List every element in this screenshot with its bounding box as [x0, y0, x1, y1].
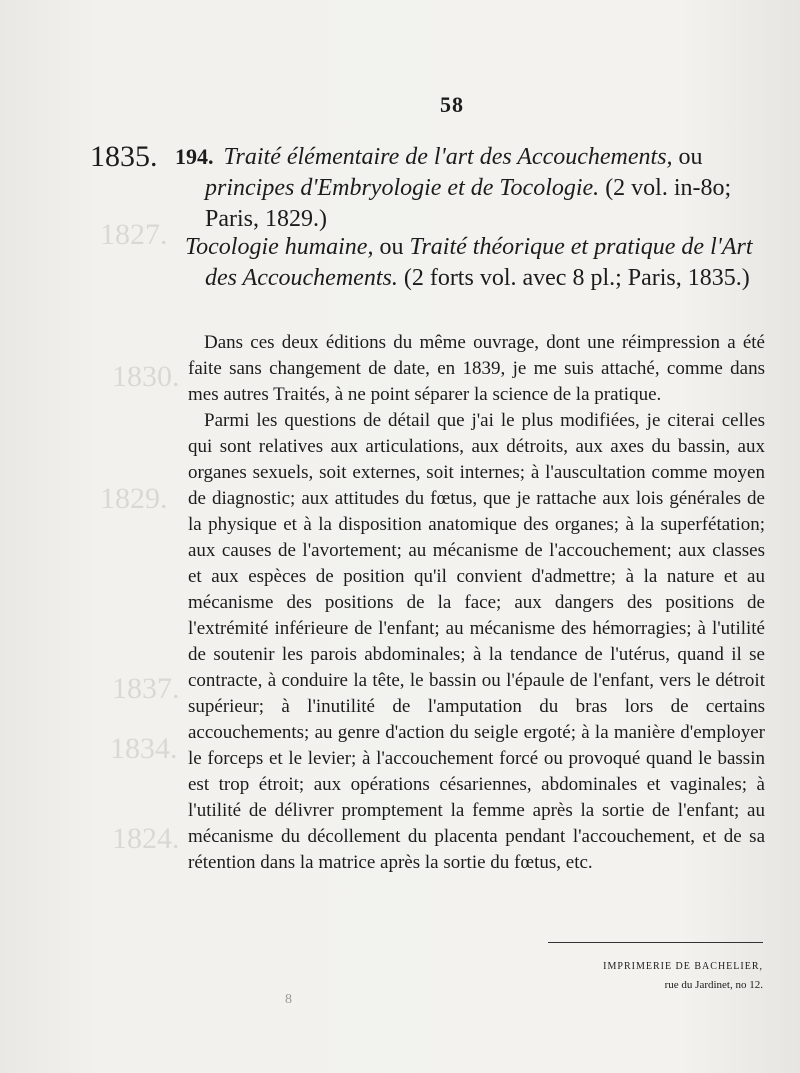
bleed-through-text: 1830.: [112, 360, 180, 393]
imprint-line-2: rue du Jardinet, no 12.: [664, 979, 763, 991]
bibliographic-entry-2: [185, 232, 765, 294]
page-number: 58: [440, 92, 464, 117]
entry-publication-2: (2 forts vol. avec 8 pl.; Paris, 1835.): [403, 265, 750, 291]
bleed-through-text: 1837.: [112, 672, 180, 705]
entry-title-2: Tocologie humaine,: [185, 234, 374, 260]
paragraph: Dans ces deux éditions du même ouvrage, dont une réimpression a été faite sans changement de date, en 1839, je me suis attaché, comme dans mes autres Traités, à ne point séparer la science de la pratique.: [188, 332, 765, 405]
bibliographic-entry-1: [175, 141, 765, 235]
bleed-through-text: 1827.: [100, 218, 168, 251]
bleed-through-text: 1829.: [100, 482, 168, 515]
bleed-through-text: 1834.: [110, 732, 178, 765]
entry-conjunction-2: ou: [379, 234, 404, 260]
entry-title-2b: Traité théorique et pratique de l'Art des Accouchements.: [205, 234, 753, 291]
entry-title-1b: principes d'Embryologie et de Tocologie.: [205, 175, 600, 201]
entry-conjunction-1: ou: [678, 144, 703, 170]
paragraph: Parmi les questions de détail que j'ai le plus modifiées, je citerai celles qui sont relatives aux articulations, aux détroits, aux axes du bassin, aux organes sexuels, soit externes, soit internes; à l'auscultation comme moyen de diagnostic; aux attitudes du fœtus, que je rattache aux lois générales de la physique et à la disposition anatomique des organes; à la superfétation; aux causes de l'avortement; au mécanisme de l'accouchement; aux classes et aux espèces de position qu'il convient d'admettre; à la nature et au mécanisme des positions de la face; aux dangers des positions de l'extrémité inférieure de l'enfant; au mécanisme des hémorragies; à l'utilité de soutenir les parois abdominales; à la tendance de l'utérus, quand il se contracte, à conduire la tête, le bassin ou l'épaule de l'enfant, vers le détroit supérieur; à l'inutilité de l'amputation du bras lors de certains accouchements; au genre d'action du seigle ergoté; à la manière d'employer le forceps et le levier; à l'accouchement forcé ou provoqué quand le bassin est trop étroit; aux opérations césariennes, abdominales et vaginales; à l'utilité de délivrer promptement la femme après la sortie de l'enfant; au mécanisme du décollement du placenta pendant l'accouchement, et de sa rétention dans la matrice après la sortie du fœtus, etc.: [188, 410, 765, 873]
entry-publication-1: (2 vol. in-8o; Paris, 1829.): [205, 175, 732, 232]
entry-title-1: Traité élémentaire de l'art des Accouchements,: [223, 144, 673, 170]
entry-number: 194.: [175, 144, 214, 169]
imprint-line-1: IMPRIMERIE DE BACHELIER,: [603, 961, 763, 972]
signature-mark: 8: [285, 992, 292, 1007]
entry-year: 1835.: [90, 140, 158, 173]
printer-imprint: [548, 942, 763, 995]
body-text: [188, 330, 765, 876]
bleed-through-text: 1824.: [112, 822, 180, 855]
